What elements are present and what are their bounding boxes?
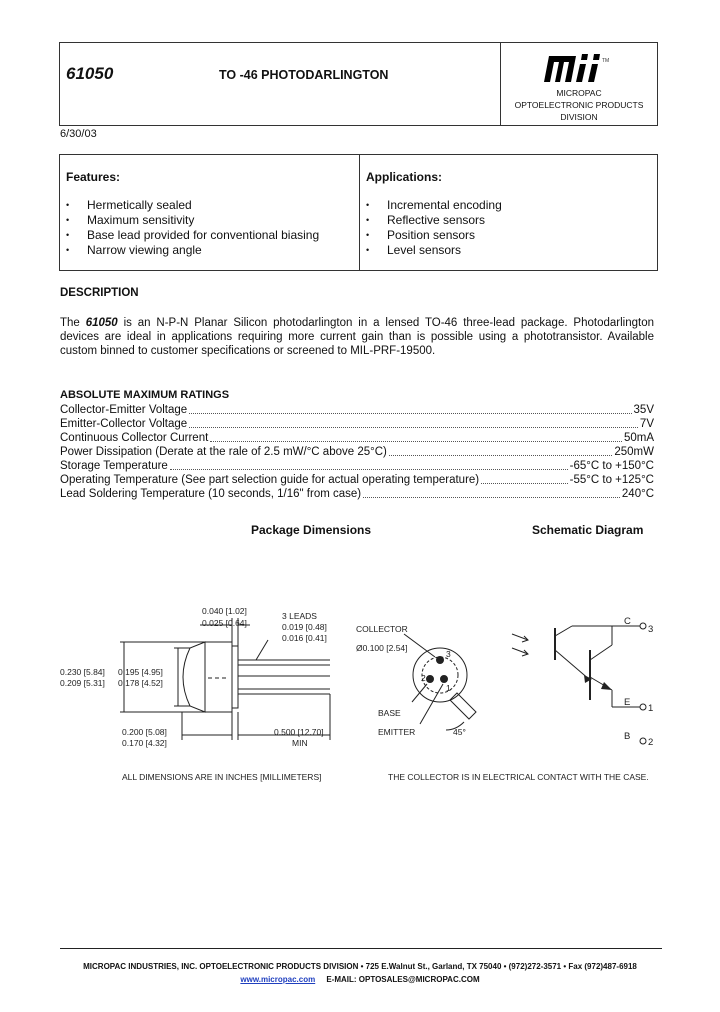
base-leader — [412, 684, 427, 702]
rating-value: -65°C to +150°C — [569, 460, 654, 472]
footer-rule — [60, 948, 662, 949]
dim-height-max: 0.200 [5.08] — [122, 727, 167, 737]
dim-lead-diameter-min: 0.016 [0.41] — [282, 633, 327, 643]
tab-angle-label: 45° — [453, 727, 466, 737]
dim-can-diameter-max: 0.230 [5.84] — [60, 667, 105, 677]
feature-item: • Hermetically sealed — [66, 198, 319, 213]
leader-line — [256, 640, 268, 660]
part-number: 61050 — [66, 64, 114, 83]
dim-height-min: 0.170 [4.32] — [122, 738, 167, 748]
collector-leader — [404, 634, 435, 657]
rating-label: Power Dissipation (Derate at the rale of 2.5 mW/°C above 25°C) — [60, 446, 387, 458]
footer-address: MICROPAC INDUSTRIES, INC. OPTOELECTRONIC PRODUCTS DIVISION • 725 E.Walnut St., Garland, TX 75040 • (972)272-3571 • Fax (972)487-6918 — [83, 962, 637, 971]
case-note: THE COLLECTOR IS IN ELECTRICAL CONTACT WITH THE CASE. — [388, 772, 649, 782]
dim-lead-thickness-min: 0.025 [0.64] — [202, 618, 247, 628]
pin-3-label: 3 — [446, 649, 451, 659]
ratings-heading: ABSOLUTE MAXIMUM RATINGS — [60, 389, 230, 401]
footer-contact — [0, 975, 720, 984]
q2-collector — [590, 645, 612, 660]
rating-value: 250mW — [614, 446, 654, 458]
website-link[interactable]: www.micropac.com — [240, 975, 316, 984]
lens-dome — [183, 642, 205, 712]
emitter-leader — [420, 684, 443, 724]
rating-value: 35V — [633, 404, 654, 416]
collector-label: COLLECTOR — [356, 624, 408, 634]
base-pin: 2 — [648, 737, 654, 748]
pin-1-dot — [441, 676, 448, 683]
dim-head-diameter-min: 0.178 [4.52] — [118, 678, 163, 688]
emitter-label: EMITTER — [378, 727, 416, 737]
collector-pin: 3 — [648, 624, 654, 635]
dim-lead-thickness-max: 0.040 [1.02] — [202, 606, 247, 616]
pin-2-dot — [427, 676, 434, 683]
trademark-mark: TM — [602, 58, 610, 64]
q2-emitter-arrow — [601, 682, 612, 690]
emitter-pin: 1 — [648, 703, 654, 714]
rating-label: Operating Temperature (See part selection guide for actual operating temperature) — [60, 474, 480, 486]
features-heading: Features: — [66, 170, 121, 184]
emitter-letter: E — [624, 697, 631, 708]
feature-item: • Narrow viewing angle — [66, 243, 319, 258]
schematic-diagram-title: Schematic Diagram — [532, 523, 644, 537]
application-item: • Position sensors — [366, 228, 502, 243]
orientation-tab — [450, 693, 476, 719]
division-line-2: DIVISION — [560, 112, 598, 122]
pin-1-label: 1 — [446, 683, 451, 693]
description-part-number: 61050 — [85, 317, 118, 329]
company-name: MICROPAC — [556, 88, 602, 98]
dim-head-diameter-max: 0.195 [4.95] — [118, 667, 163, 677]
applications-heading: Applications: — [366, 170, 443, 184]
rating-label: Storage Temperature — [60, 460, 168, 472]
rating-value: 7V — [639, 418, 654, 430]
rating-label: Emitter-Collector Voltage — [60, 418, 188, 430]
base-letter: B — [624, 731, 631, 742]
rating-value: 240°C — [621, 488, 654, 500]
collector-letter: C — [624, 616, 631, 627]
document-date: 6/30/03 — [60, 128, 97, 140]
feature-item: • Maximum sensitivity — [66, 213, 319, 228]
rating-value: 50mA — [623, 432, 654, 444]
document-title: TO -46 PHOTODARLINGTON — [219, 68, 389, 82]
units-note: ALL DIMENSIONS ARE IN INCHES [MILLIMETERS] — [122, 772, 322, 782]
description-body: is an N-P-N Planar Silicon photodarlington in a lensed TO-46 three-lead package. Photodarlington devices are ideal in applications requiring more current gain than is possible using a phototransistor. Available custom binned to customer specifications or screened to MIL-PRF-19500. — [60, 317, 654, 357]
dim-lead-diameter-max: 0.019 [0.48] — [282, 622, 327, 632]
pin-2-label: 2 — [421, 673, 426, 683]
dim-can-diameter-min: 0.209 [5.31] — [60, 678, 105, 688]
description-heading: DESCRIPTION — [60, 287, 139, 299]
terminal-b — [640, 738, 646, 744]
can-body — [205, 642, 232, 712]
dim-lead-length-min: MIN — [292, 738, 308, 748]
leads-count-label: 3 LEADS — [282, 611, 317, 621]
application-item: • Incremental encoding — [366, 198, 502, 213]
base-label: BASE — [378, 708, 401, 718]
footer-email: E-MAIL: OPTOSALES@MICROPAC.COM — [326, 975, 480, 984]
can-flange — [232, 646, 238, 708]
dim-lead-length: 0.500 [12.70] — [274, 727, 324, 737]
package-dimensions-title: Package Dimensions — [251, 523, 372, 537]
terminal-c — [640, 623, 646, 629]
application-item: • Level sensors — [366, 243, 502, 258]
division-line-1: OPTOELECTRONIC PRODUCTS — [514, 100, 644, 110]
pin-circle-diameter: Ø0.100 [2.54] — [356, 643, 408, 653]
rating-label: Continuous Collector Current — [60, 432, 209, 444]
q1-collector — [555, 626, 572, 636]
rating-value: -55°C to +125°C — [569, 474, 654, 486]
application-item: • Reflective sensors — [366, 213, 502, 228]
pin-3-dot — [437, 657, 444, 664]
rating-label: Collector-Emitter Voltage — [60, 404, 188, 416]
terminal-e — [640, 704, 646, 710]
rating-label: Lead Soldering Temperature (10 seconds, 1/16" from case) — [60, 488, 362, 500]
feature-item: • Base lead provided for conventional biasing — [66, 228, 319, 243]
description-prefix: The — [60, 317, 86, 329]
